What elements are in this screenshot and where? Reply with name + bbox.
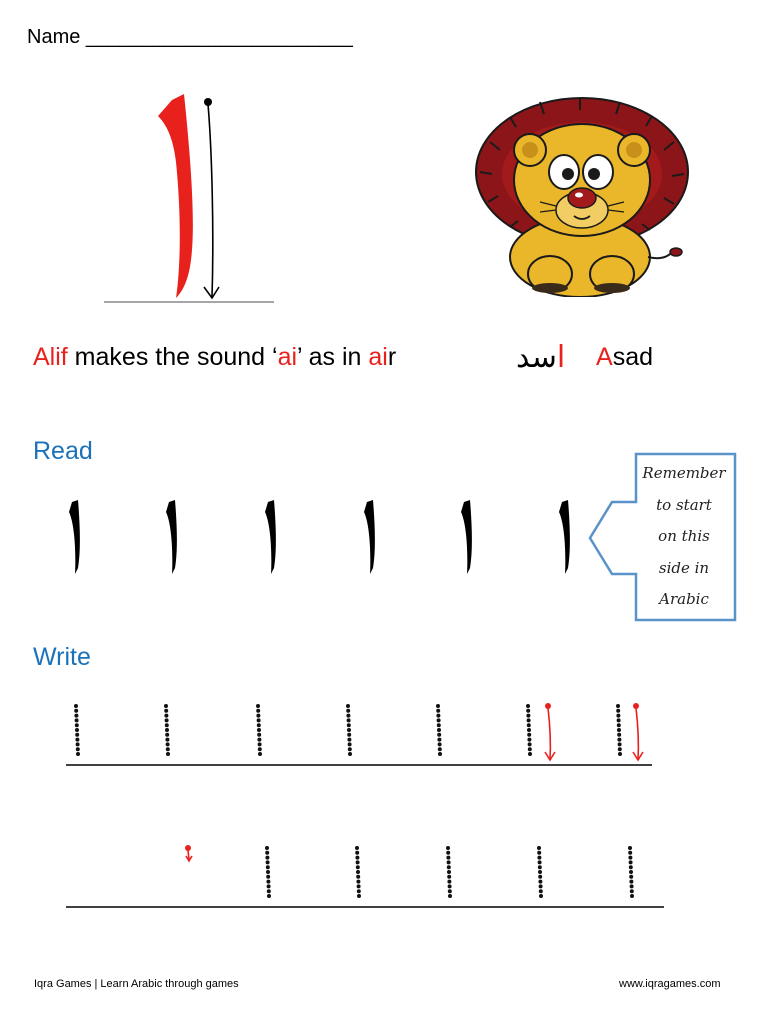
read-alif-5 bbox=[458, 500, 474, 574]
letter-name: Alif bbox=[33, 343, 68, 371]
sound-text-1: makes the sound ‘ bbox=[67, 343, 278, 371]
arabic-example-word bbox=[516, 340, 565, 375]
callout-line: on this bbox=[658, 527, 710, 545]
name-blank: ________________________ bbox=[85, 26, 353, 48]
dotted-alif[interactable] bbox=[256, 704, 262, 756]
stroke-direction-arrow bbox=[208, 104, 213, 297]
dotted-alif[interactable] bbox=[74, 704, 80, 756]
trace-row-2 bbox=[265, 846, 634, 898]
read-alif-2 bbox=[163, 500, 179, 574]
alif-red-letter bbox=[158, 94, 193, 298]
example-highlight: ai bbox=[368, 343, 388, 371]
dotted-alif[interactable] bbox=[446, 846, 452, 898]
callout-line: side in bbox=[658, 558, 710, 577]
read-alif-6 bbox=[556, 500, 572, 574]
sound-description bbox=[33, 343, 396, 372]
read-heading: Read bbox=[33, 437, 93, 465]
footer-url[interactable]: www.iqragames.com bbox=[619, 978, 721, 990]
dotted-alif[interactable] bbox=[628, 846, 634, 898]
transliteration-highlight: A bbox=[596, 343, 613, 371]
callout-line: Arabic bbox=[659, 590, 709, 608]
red-guide-arrow bbox=[545, 703, 555, 760]
dotted-alif[interactable] bbox=[265, 846, 271, 898]
tracing-practice-area[interactable] bbox=[0, 690, 768, 920]
dotted-alif[interactable] bbox=[526, 704, 532, 756]
alif-stroke-guide bbox=[100, 92, 280, 307]
arabic-rest: سد bbox=[516, 341, 557, 374]
dotted-alif[interactable] bbox=[346, 704, 352, 756]
callout-text bbox=[634, 458, 734, 616]
red-start-marker bbox=[185, 845, 192, 861]
red-guide-arrow bbox=[633, 703, 643, 760]
sound-value: ai bbox=[277, 343, 298, 371]
transliteration-word bbox=[596, 343, 653, 372]
arabic-alif: ا bbox=[556, 341, 566, 374]
read-alif-3 bbox=[262, 500, 278, 574]
dotted-alif[interactable] bbox=[436, 704, 442, 756]
write-heading: Write bbox=[33, 643, 91, 671]
footer-brand: Iqra Games | Learn Arabic through games bbox=[34, 978, 239, 990]
read-alif-1 bbox=[66, 500, 82, 574]
transliteration-rest: sad bbox=[612, 343, 653, 371]
dotted-alif[interactable] bbox=[164, 704, 170, 756]
name-field[interactable] bbox=[27, 26, 353, 49]
dotted-alif[interactable] bbox=[616, 704, 622, 756]
callout-line: Remember bbox=[642, 464, 726, 482]
callout-line: to start bbox=[656, 495, 712, 514]
trace-row-1 bbox=[74, 704, 622, 756]
example-rest: r bbox=[387, 343, 397, 371]
dotted-alif[interactable] bbox=[537, 846, 543, 898]
lion-icon bbox=[470, 92, 692, 297]
read-alif-4 bbox=[361, 500, 377, 574]
name-label: Name bbox=[27, 26, 81, 48]
sound-text-2: ’ as in bbox=[297, 343, 369, 371]
dotted-alif[interactable] bbox=[355, 846, 361, 898]
